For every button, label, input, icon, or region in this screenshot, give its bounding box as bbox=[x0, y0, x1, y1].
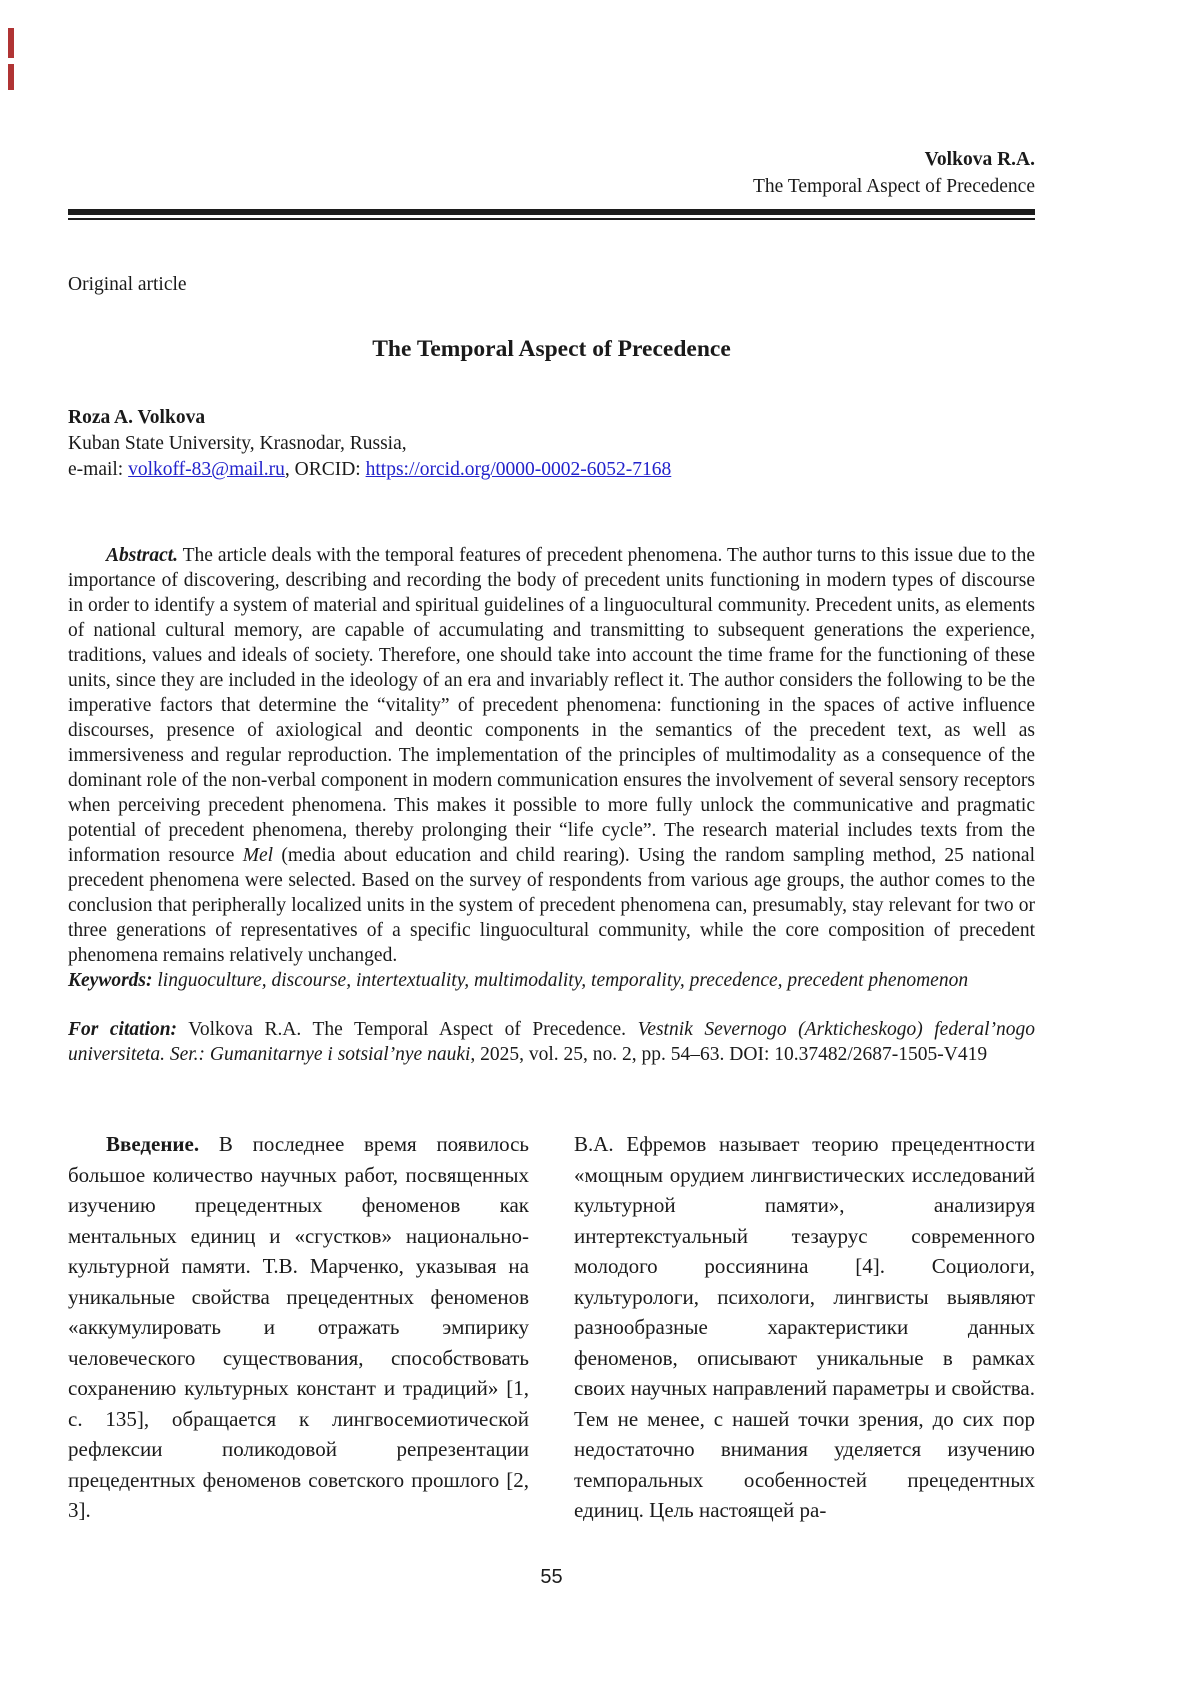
scan-artifact bbox=[8, 28, 14, 58]
running-header bbox=[68, 146, 1035, 200]
orcid-label: , ORCID: bbox=[284, 459, 366, 480]
orcid-link[interactable]: https://orcid.org/0000-0002-6052-7168 bbox=[365, 459, 672, 480]
left-column-paragraph bbox=[68, 1129, 529, 1526]
citation-source: Vestnik Severnogo (Arkticheskogo) federal’nogo universiteta. Ser.: Gumanitarnye i sotsial’nye nauki bbox=[68, 1019, 1035, 1065]
right-column bbox=[574, 1129, 1035, 1526]
rule-thick bbox=[68, 209, 1035, 215]
body-columns bbox=[68, 1129, 1035, 1526]
running-header-author: Volkova R.A. bbox=[924, 149, 1035, 170]
introduction-label: Введение. bbox=[106, 1132, 200, 1156]
article-type-label: Original article bbox=[68, 274, 187, 295]
left-column-text: В последнее время появилось большое количество научных работ, посвященных изучению прецедентных феноменов как ментальных единиц и «сгустков» национально-культурной памяти. Т.В. Марченко, указывая на уникальные свойства прецедентных феноменов «аккумулировать и отражать эмпирику человеческого существования, способствовать сохранению культурных констант и традиций» [1, с. 135], обращается к лингвосемиотической рефлексии поликодовой репрезентации прецедентных феноменов советского прошлого [2, 3]. bbox=[68, 1132, 529, 1522]
citation-text-before: Volkova R.A. The Temporal Aspect of Precedence. bbox=[188, 1019, 638, 1040]
rule-thin bbox=[68, 218, 1035, 220]
abstract-text-1: The article deals with the temporal features of precedent phenomena. The author turns to this issue due to the importance of discovering, describing and recording the body of precedent units functioning in modern types of discourse in order to identify a system of material and spiritual guidelines of a linguocultural community. Precedent units, as elements of national cultural memory, are capable of accumulating and transmitting to subsequent generations the experience, traditions, values and ideals of society. Therefore, one should take into account the time frame for the functioning of these units, since they are included in the ideology of an era and invariably reflect it. The author considers the following to be the imperative factors that determine the “vitality” of precedent phenomena: functioning in the spaces of active influence discourses, presence of axiological and deontic components in the semantics of the precedent text, as well as immersiveness and regular reproduction. The implementation of the principles of multimodality as a consequence of the dominant role of the non-verbal component in modern communication ensures the involvement of several sensory receptors when perceiving precedent phenomena. This makes it possible to more fully unlock the communicative and pragmatic potential of precedent phenomena, thereby prolonging their “life cycle”. The research material includes texts from the information resource bbox=[68, 545, 1035, 866]
abstract-italic-term: Mel bbox=[242, 845, 274, 866]
abstract-label: Abstract. bbox=[106, 545, 179, 566]
abstract-text-2: (media about education and child rearing). Using the random sampling method, 25 national precedent phenomena were selected. Based on the survey of respondents from various age groups, the author comes to the conclusion that peripherally localized units in the system of precedent phenomena can, presumably, stay relevant for two or three generations of representatives of a specific linguocultural community, while the core composition of precedent phenomena remains relatively unchanged. bbox=[68, 845, 1035, 966]
author-contacts bbox=[68, 457, 1035, 483]
author-affiliation: Kuban State University, Krasnodar, Russia, bbox=[68, 433, 407, 454]
author-block bbox=[68, 405, 1035, 483]
page-content bbox=[68, 0, 1035, 1589]
abstract-paragraph bbox=[68, 543, 1035, 968]
keywords-text: linguoculture, discourse, intertextuality, multimodality, temporality, precedence, precedent phenomenon bbox=[157, 970, 969, 991]
email-link[interactable]: volkoff-83@mail.ru bbox=[128, 459, 285, 480]
citation-label: For citation: bbox=[68, 1019, 178, 1040]
right-column-text: В.А. Ефремов называет теорию прецедентности «мощным орудием лингвистических исследований культурной памяти», анализируя интертекстуальный тезаурус современного молодого россиянина [4]. Социологи, культурологи, психологи, лингвисты выявляют разнообразные характеристики данных феноменов, описывают уникальные в рамках своих научных направлений параметры и свойства. Тем не менее, с нашей точки зрения, до сих пор недостаточно внимания уделяется изучению темпоральных особенностей прецедентных единиц. Цель настоящей ра- bbox=[574, 1132, 1035, 1522]
header-rule bbox=[68, 209, 1035, 220]
citation-block bbox=[68, 1017, 1035, 1067]
citation-text-after: , 2025, vol. 25, no. 2, pp. 54–63. DOI: 10.37482/2687-1505-V419 bbox=[470, 1044, 988, 1065]
right-column-paragraph bbox=[574, 1129, 1035, 1526]
keywords-label: Keywords: bbox=[68, 970, 153, 991]
author-name: Roza A. Volkova bbox=[68, 407, 206, 428]
page-title: The Temporal Aspect of Precedence bbox=[372, 336, 731, 362]
running-header-title: The Temporal Aspect of Precedence bbox=[753, 176, 1035, 197]
page-number: 55 bbox=[540, 1565, 563, 1588]
email-label: e-mail: bbox=[68, 459, 129, 480]
scan-artifact bbox=[8, 64, 14, 90]
keywords-line bbox=[68, 968, 1035, 993]
left-column bbox=[68, 1129, 529, 1526]
